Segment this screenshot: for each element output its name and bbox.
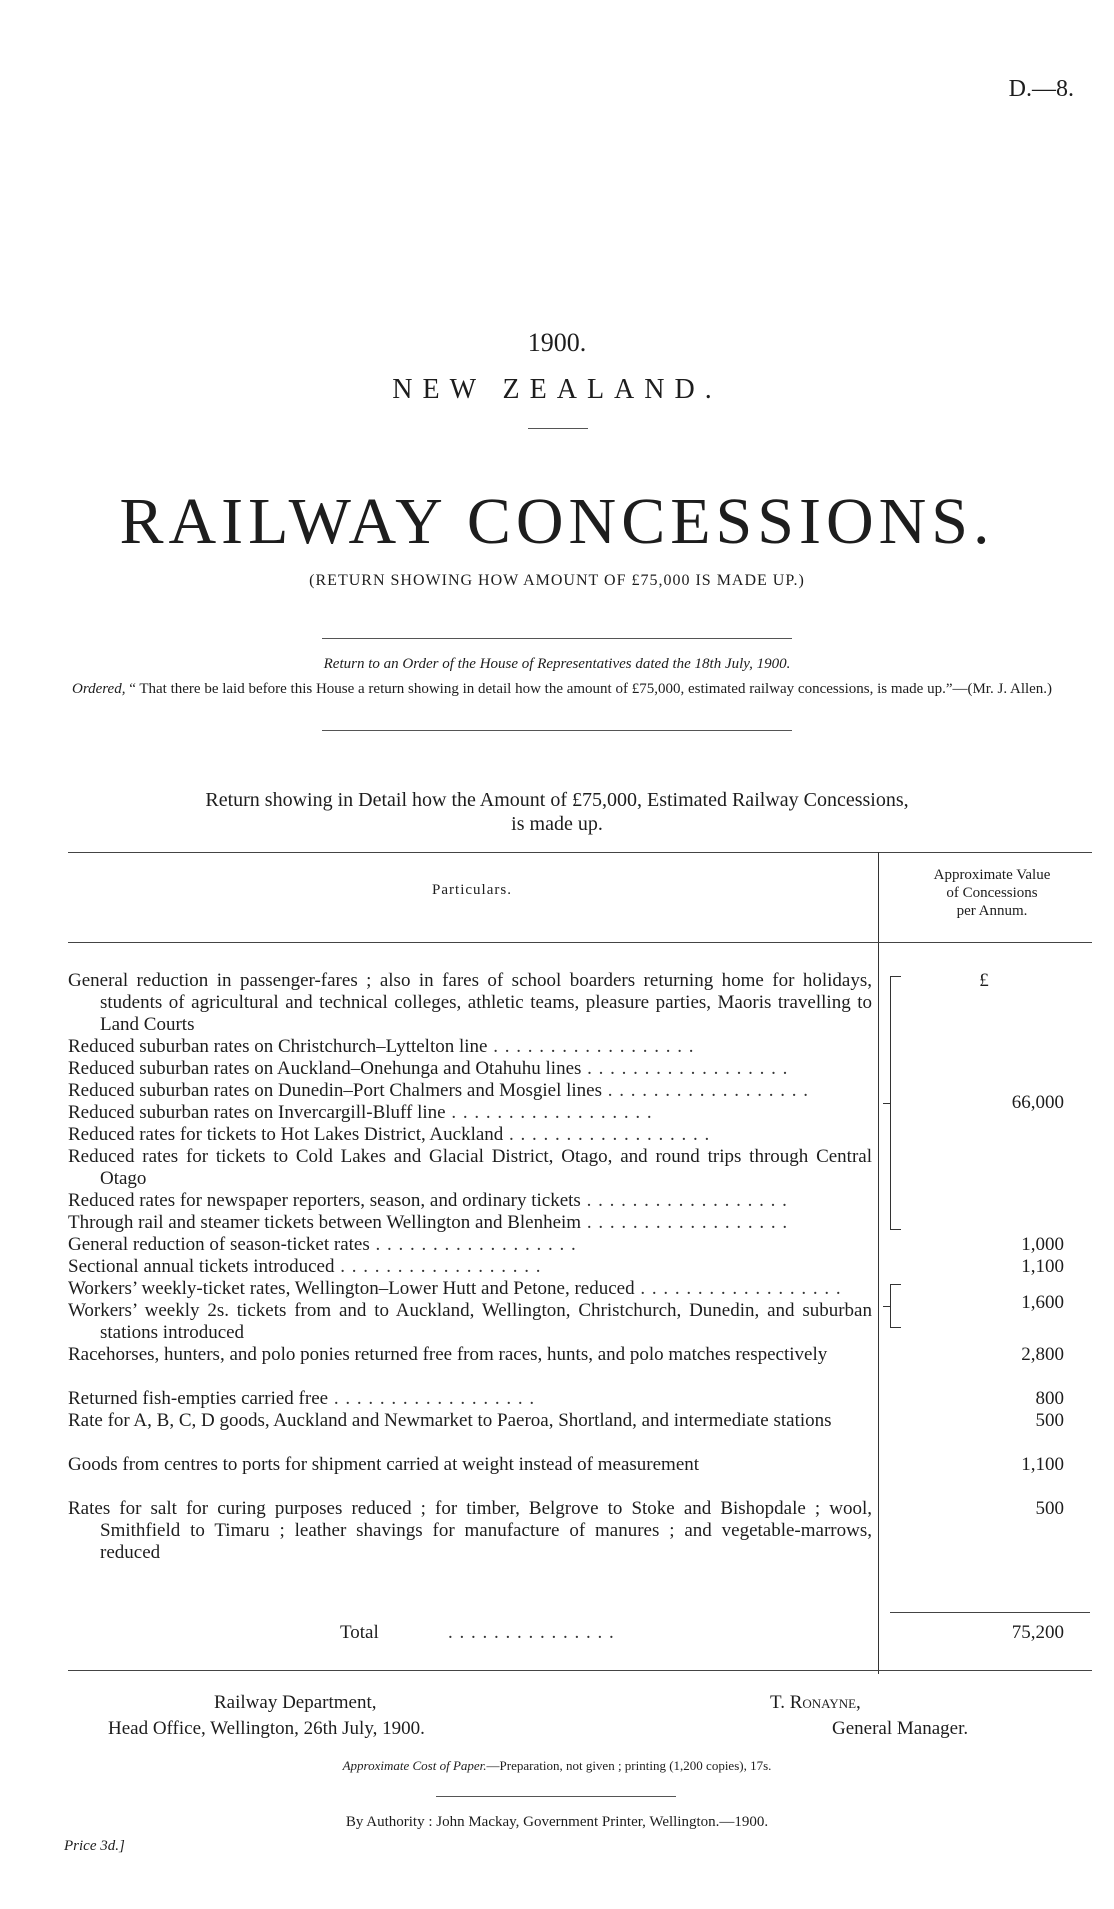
row-text: Racehorses, hunters, and polo ponies returned free from races, hunts, and polo matches respectively	[68, 1344, 828, 1365]
value-goods-ports: 1,100	[1021, 1454, 1064, 1475]
value-racehorses: 2,800	[1021, 1344, 1064, 1365]
table-row	[68, 1102, 872, 1124]
table-heading-line2: is made up.	[511, 813, 603, 835]
row-text: General reduction in passenger-fares ; also in fares of school boarders returning home for holidays, students of agricultural and technical colleges, athletic teams, pleasure parties, Maoris travelling to Land Courts	[68, 970, 872, 1035]
price: Price 3d.]	[64, 1838, 125, 1854]
order-return-line: Return to an Order of the House of Representatives dated the 18th July, 1900.	[323, 656, 791, 672]
value-group-a: 66,000	[1011, 1092, 1064, 1113]
row-text: General reduction of season-ticket rates . . .	[68, 1234, 872, 1256]
row-text: Workers’ weekly 2s. tickets from and to Auckland, Wellington, Christchurch, Dunedin, and suburban stations introduced	[68, 1300, 872, 1343]
table-row	[68, 1080, 872, 1102]
manager-signature	[770, 1690, 968, 1742]
row-text: Reduced suburban rates on Christchurch–Lyttelton line . . .	[68, 1036, 872, 1058]
table-row	[68, 1256, 872, 1278]
table-heading	[0, 788, 1114, 836]
divider	[322, 638, 792, 639]
manager-name: T. Ronayne,	[770, 1692, 861, 1713]
table-row	[68, 1388, 872, 1410]
table-row	[68, 1454, 872, 1476]
row-text: Reduced rates for newspaper reporters, season, and ordinary tickets . . .	[68, 1190, 872, 1212]
row-text: Sectional annual tickets introduced . . .	[68, 1256, 872, 1278]
divider	[528, 428, 588, 429]
table-row	[68, 1278, 872, 1300]
paper-cost-label: Approximate Cost of Paper.	[342, 1758, 487, 1773]
table-row	[68, 1498, 872, 1564]
value-salt: 500	[1035, 1498, 1064, 1519]
table-top-rule	[68, 852, 1092, 853]
value-goods-abcd: 500	[1035, 1410, 1064, 1431]
row-text: Rates for salt for curing purposes reduced ; for timber, Belgrove to Stoke and Bishopdale ; wool, Smithfield to Timaru ; leather shavings for manufacture of manures ; and vegetable-marrows, reduced	[68, 1498, 872, 1563]
table-row	[68, 1212, 872, 1234]
row-text: Reduced rates for tickets to Hot Lakes District, Auckland . . .	[68, 1124, 872, 1146]
row-text: Reduced rates for tickets to Cold Lakes and Glacial District, Otago, and round trips through Central Otago	[68, 1146, 872, 1189]
table-row	[68, 1036, 872, 1058]
total-leader-dots: . . . . . . . . . . . . . . .	[448, 1622, 615, 1643]
row-text: Reduced suburban rates on Auckland–Onehunga and Otahuhu lines . . .	[68, 1058, 872, 1080]
subtitle: (RETURN SHOWING HOW AMOUNT OF £75,000 IS MADE UP.)	[309, 572, 805, 589]
main-title: RAILWAY CONCESSIONS.	[119, 485, 995, 558]
printer-authority: By Authority : John Mackay, Government Printer, Wellington.—1900.	[345, 1814, 769, 1830]
row-text: Goods from centres to ports for shipment carried at weight instead of measurement	[68, 1454, 700, 1475]
table-header-rule	[68, 942, 1092, 943]
table-row	[68, 1190, 872, 1212]
year: 1900.	[527, 328, 587, 357]
column-header-particulars: Particulars.	[432, 882, 512, 898]
column-header-value	[898, 866, 1086, 920]
table-row	[68, 1058, 872, 1080]
currency-symbol: £	[979, 970, 989, 991]
row-text: Rate for A, B, C, D goods, Auckland and Newmarket to Paeroa, Shortland, and intermediate stations	[68, 1410, 832, 1431]
table-row	[68, 1410, 872, 1432]
table-bottom-rule	[68, 1670, 1092, 1671]
table-heading-line1: Return showing in Detail how the Amount of £75,000, Estimated Railway Concessions,	[205, 789, 909, 811]
value-season: 1,000	[1021, 1234, 1064, 1255]
manager-role: General Manager.	[832, 1718, 969, 1739]
table-row	[68, 1300, 872, 1344]
table-row	[68, 1234, 872, 1256]
row-text: Through rail and steamer tickets between Wellington and Blenheim . . .	[68, 1212, 872, 1234]
department-signature	[108, 1690, 425, 1742]
value-workers: 1,600	[1021, 1292, 1064, 1313]
table-row	[68, 1344, 872, 1366]
row-text: Reduced suburban rates on Invercargill-Bluff line . . .	[68, 1102, 872, 1124]
table-row	[68, 1146, 872, 1190]
divider	[436, 1796, 676, 1797]
table-row	[68, 1124, 872, 1146]
ordered-label: Ordered,	[72, 681, 126, 697]
value-fish: 800	[1035, 1388, 1064, 1409]
paper-cost-text: —Preparation, not given ; printing (1,200 copies), 17s.	[486, 1758, 772, 1773]
row-text: Returned fish-empties carried free . . .	[68, 1388, 872, 1410]
column-header-value-line1: Approximate Value	[933, 867, 1051, 883]
total-rule	[890, 1612, 1090, 1613]
row-text: Workers’ weekly-ticket rates, Wellington–Lower Hutt and Petone, reduced . . .	[68, 1278, 872, 1300]
document-code: D.—8.	[1008, 76, 1074, 102]
concessions-table	[68, 852, 1092, 1674]
paper-cost	[0, 1758, 1114, 1774]
country: NEW ZEALAND.	[392, 374, 722, 405]
department-line2: Head Office, Wellington, 26th July, 1900.	[108, 1718, 425, 1739]
value-sectional: 1,100	[1021, 1256, 1064, 1277]
table-row	[68, 970, 872, 1036]
total-value: 75,200	[1011, 1622, 1064, 1643]
row-text: Reduced suburban rates on Dunedin–Port Chalmers and Mosgiel lines . . .	[68, 1080, 872, 1102]
order-text	[72, 680, 1062, 699]
department-line1: Railway Department,	[214, 1692, 377, 1713]
divider	[322, 730, 792, 731]
table-column-rule	[878, 852, 879, 1674]
total-label: Total	[340, 1622, 379, 1643]
column-header-value-line3: per Annum.	[956, 903, 1028, 919]
column-header-value-line2: of Concessions	[946, 885, 1038, 901]
ordered-text: “ That there be laid before this House a return showing in detail how the amount of £75,000, estimated railway concessions, is made up.”—(Mr. J. Allen.)	[129, 681, 1053, 697]
